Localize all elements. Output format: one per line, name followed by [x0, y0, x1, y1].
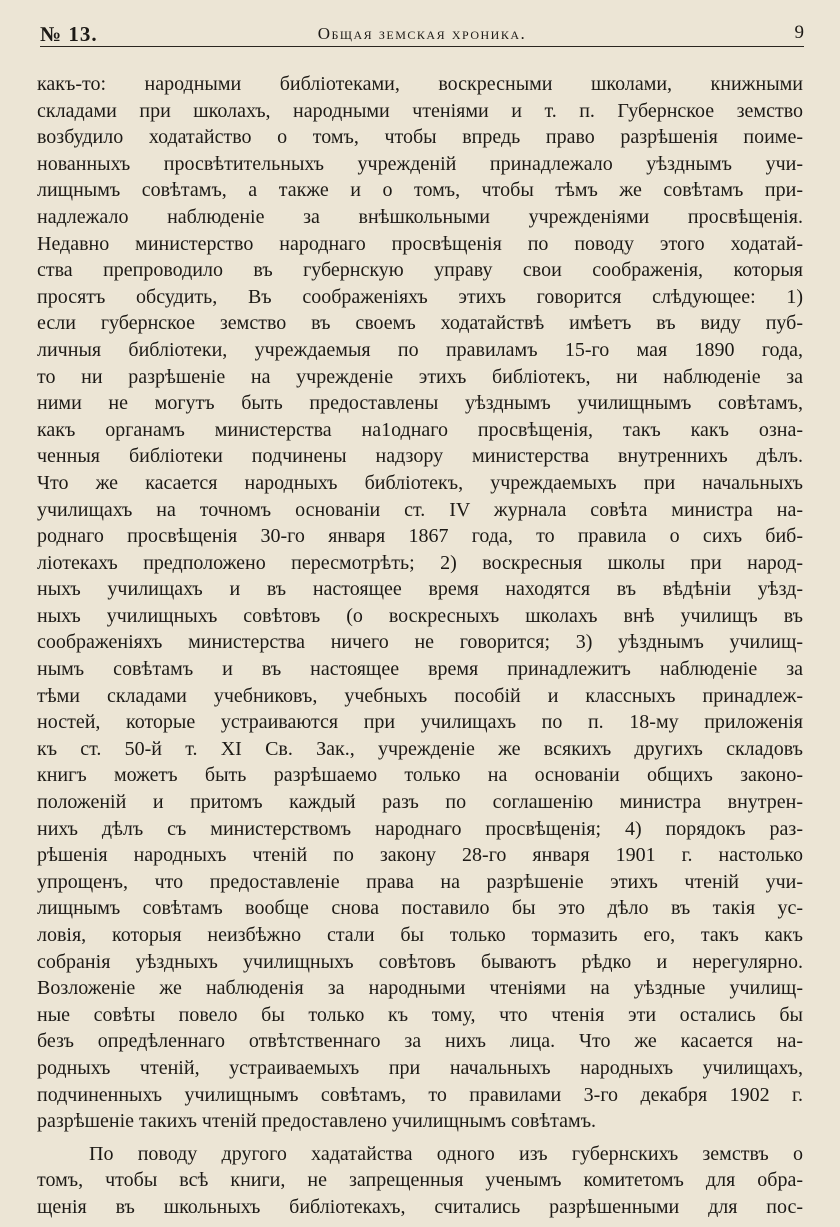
- text-line: то ни разрѣшеніе на учрежденіе этихъ библіотекъ, ни наблюденіе за: [37, 365, 803, 388]
- text-line: ченныя библіотеки подчинены надзору министерства внутреннихъ дѣлъ.: [37, 445, 803, 468]
- text-line: родныхъ чтеній, устраиваемыхъ при начальныхъ народныхъ училищахъ,: [37, 1056, 803, 1079]
- text-line: складами при школахъ, народными чтеніями и т. п. Губернское земство: [37, 99, 803, 122]
- text-line: къ ст. 50-й т. XI Св. Зак., учрежденіе же всякихъ другихъ складовъ: [37, 737, 803, 760]
- text-line: книгъ можетъ быть разрѣшаемо только на основаніи общихъ законо-: [37, 764, 803, 787]
- text-line: ліотекахъ предположено пересмотрѣть; 2) воскресныя школы при народ-: [37, 551, 803, 574]
- text-line: лищнымъ совѣтамъ вообще снова поставило бы это дѣло въ такія ус-: [37, 897, 803, 920]
- body-text: [37, 71, 803, 1221]
- text-line: лищнымъ совѣтамъ, а также и о томъ, чтобы тѣмъ же совѣтамъ при-: [37, 179, 803, 202]
- text-line: тѣми складами учебниковъ, учебныхъ пособій и классныхъ принадлеж-: [37, 684, 803, 707]
- text-line: ностей, которые устраиваются при училищахъ по п. 18-му приложенія: [37, 711, 803, 734]
- text-line: собранія уѣздныхъ училищныхъ совѣтовъ бываютъ рѣдко и нерегулярно.: [37, 950, 803, 973]
- text-line: щенія въ школьныхъ библіотекахъ, считались разрѣшенными для пос-: [37, 1195, 803, 1218]
- text-line: рѣшенія народныхъ чтеній по закону 28-го января 1901 г. настолько: [37, 844, 803, 867]
- text-line: если губернское земство въ своемъ ходатайствѣ имѣетъ въ виду пуб-: [37, 312, 803, 335]
- text-line: ныхъ училищныхъ совѣтовъ (о воскресныхъ школахъ внѣ училищъ въ: [37, 604, 803, 627]
- text-line: нымъ совѣтамъ и въ настоящее время принадлежитъ наблюденіе за: [37, 658, 803, 681]
- text-line: По поводу другого хадатайства одного изъ губернскихъ земствъ о: [89, 1142, 803, 1165]
- text-line: ные совѣты повело бы только къ тому, что чтенія эти остались бы: [37, 1003, 803, 1026]
- text-line: соображеніяхъ министерства ничего не говорится; 3) уѣзднымъ училищ-: [37, 631, 803, 654]
- paragraph-1: [37, 71, 803, 1135]
- text-line: нихъ дѣлъ съ министерствомъ народнаго просвѣщенія; 4) порядокъ раз-: [37, 817, 803, 840]
- text-line: личныя библіотеки, учреждаемыя по правиламъ 15-го мая 1890 года,: [37, 338, 803, 361]
- text-line: упрощенъ, что предоставленіе права на разрѣшеніе этихъ чтеній учи-: [37, 870, 803, 893]
- text-line: училищахъ на точномъ основаніи ст. IV журнала совѣта министра на-: [37, 498, 803, 521]
- page-number: 9: [794, 22, 804, 43]
- text-line: какъ-то: народными библіотеками, воскресными школами, книжными: [37, 73, 803, 95]
- text-line: безъ опредѣленнаго отвѣтственнаго за нихъ лица. Что же касается на-: [37, 1030, 803, 1053]
- text-line: просятъ обсудить, Въ соображеніяхъ этихъ говорится слѣдующее: 1): [37, 285, 803, 308]
- text-line: ними не могутъ быть предоставлены уѣзднымъ училищнымъ совѣтамъ,: [37, 392, 803, 415]
- text-line: томъ, чтобы всѣ книги, не запрещенныя ученымъ комитетомъ для обра-: [37, 1169, 803, 1192]
- issue-number: № 13.: [40, 22, 98, 46]
- text-line: нованныхъ просвѣтительныхъ учрежденій принадлежало уѣзднымъ учи-: [37, 152, 803, 175]
- text-line: разрѣшеніе такихъ чтеній предоставлено училищнымъ совѣтамъ.: [37, 1110, 597, 1133]
- text-line: возбудило ходатайство о томъ, чтобы впредь право разрѣшенія поиме-: [37, 126, 803, 149]
- text-line: надлежало наблюденіе за внѣшкольными учрежденіями просвѣщенія.: [37, 205, 803, 228]
- text-line: подчиненныхъ училищнымъ совѣтамъ, то правилами 3-го декабря 1902 г.: [37, 1083, 803, 1106]
- section-title: Общая земская хроника.: [317, 24, 527, 43]
- text-line: ныхъ училищахъ и въ настоящее время находятся въ вѣдѣніи уѣзд-: [37, 578, 803, 601]
- text-line: ства препроводило въ губернскую управу свои соображенія, которыя: [37, 259, 803, 282]
- paragraph-2: [37, 1141, 803, 1221]
- text-line: Что же касается народныхъ библіотекъ, учреждаемыхъ при начальныхъ: [37, 471, 803, 494]
- text-line: какъ органамъ министерства на1однаго просвѣщенія, такъ какъ озна-: [37, 418, 803, 441]
- text-line: Недавно министерство народнаго просвѣщенія по поводу этого ходатай-: [37, 232, 803, 255]
- running-header: [40, 20, 804, 47]
- text-line: положеній и притомъ каждый разъ по соглашенію министра внутрен-: [37, 791, 803, 814]
- text-line: роднаго просвѣщенія 30-го января 1867 года, то правила о сихъ биб-: [37, 525, 803, 548]
- text-line: ловія, которыя неизбѣжно стали бы только тормазить его, такъ какъ: [37, 924, 803, 946]
- text-line: Возложеніе же наблюденія за народными чтеніями на уѣздные училищ-: [37, 977, 803, 1000]
